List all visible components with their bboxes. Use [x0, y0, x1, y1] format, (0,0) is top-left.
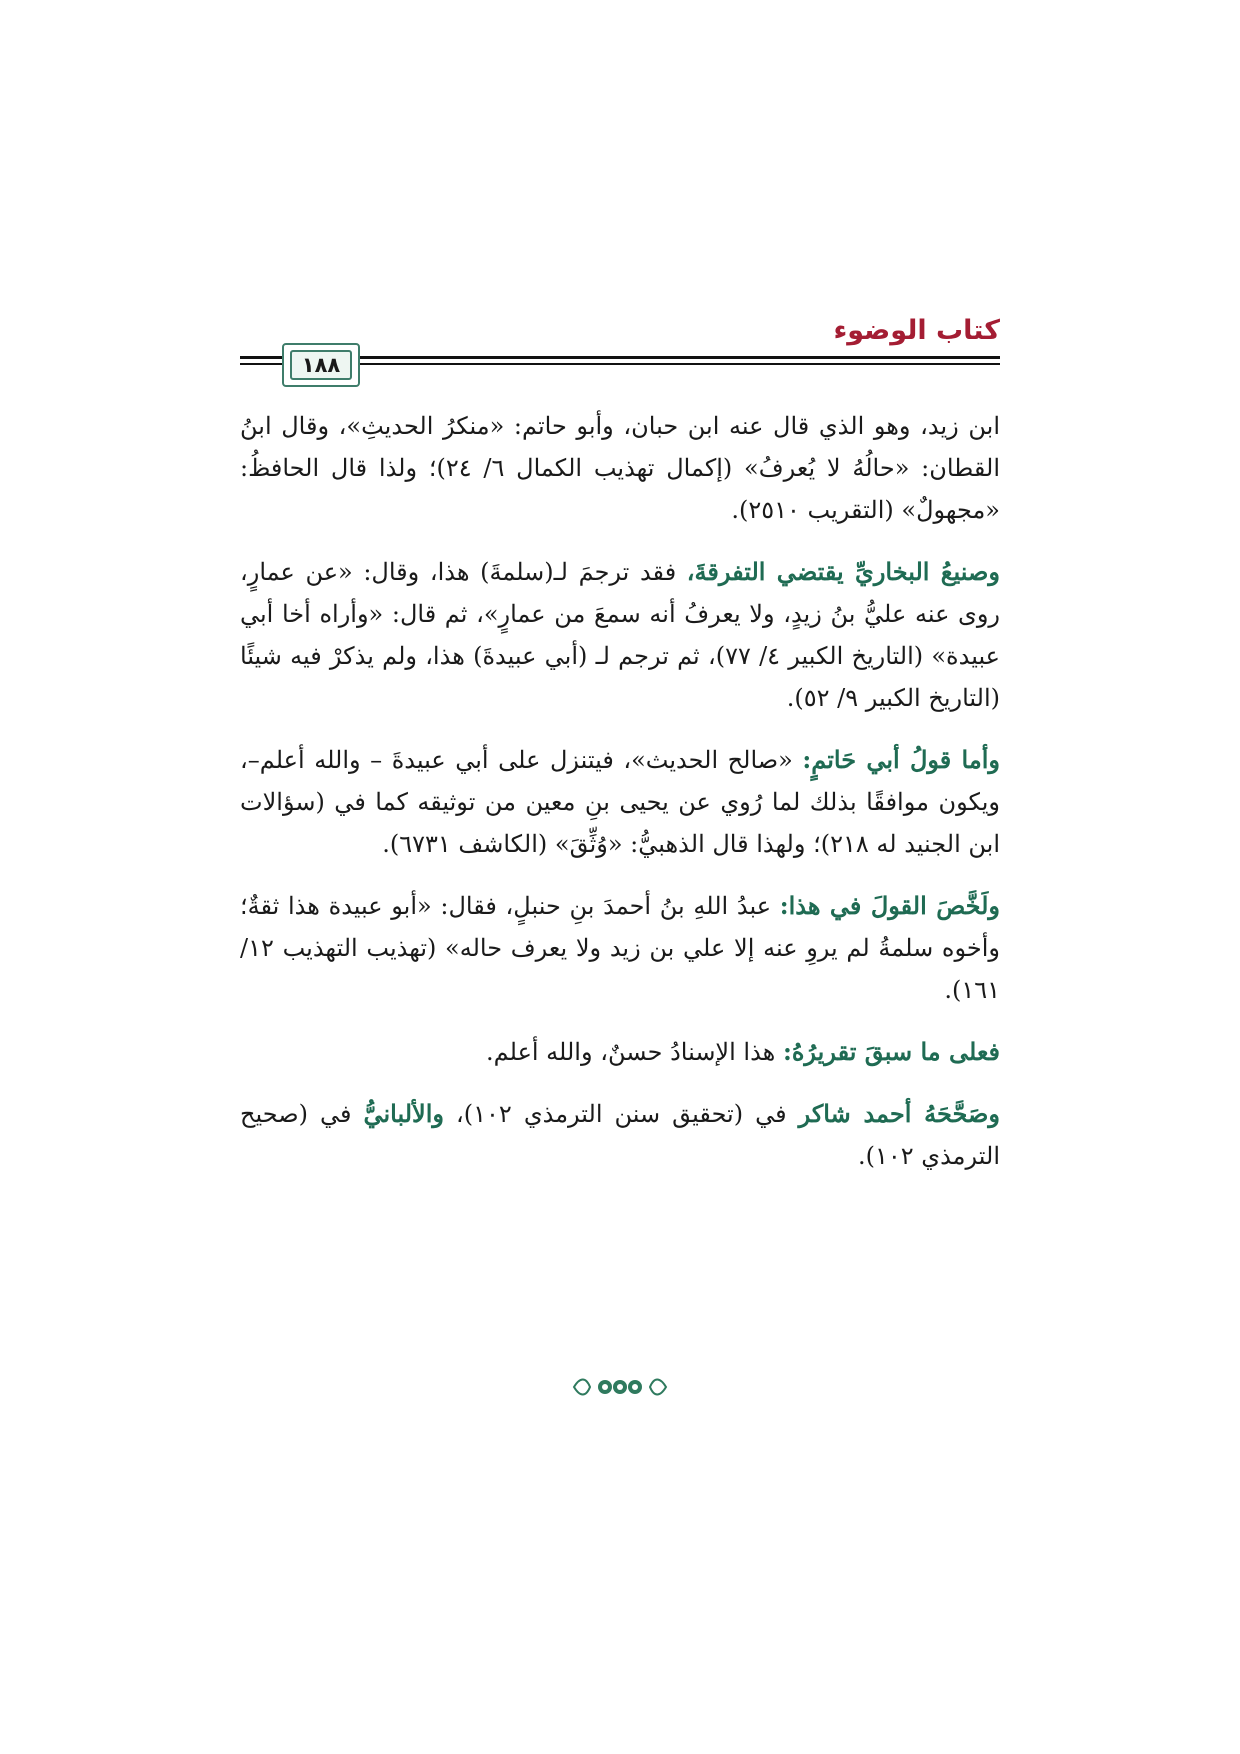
paragraph-lead: وأما قولُ أبي حَاتمٍ: — [802, 745, 1000, 774]
page-body — [240, 405, 1000, 1197]
paragraph-text: في (تحقيق سنن الترمذي ١٠٢)، — [443, 1100, 799, 1128]
paragraph-4 — [240, 885, 1000, 1011]
page-number-frame-icon — [282, 343, 360, 387]
paragraph-2 — [240, 551, 1000, 719]
paragraph-5 — [240, 1031, 1000, 1073]
floral-ornament-icon — [570, 1372, 670, 1402]
paragraph-lead: فعلى ما سبقَ تقريرُهُ: — [782, 1037, 1000, 1066]
paragraph-lead: ولَخَّصَ القولَ في هذا: — [779, 891, 1000, 920]
paragraph-text: «صالح الحديث»، فيتنزل على أبي عبيدةَ – والله أعلم–، ويكون موافقًا بذلك لما رُوي عن يحيى بنِ معين من توثيقه كما في (سؤالات ابن الجنيد له ٢١٨)؛ ولهذا قال الذهبيُّ: «وُثِّقَ» (الكاشف ٦٧٣١). — [240, 746, 1000, 858]
paragraph-text: ابن زيد، وهو الذي قال عنه ابن حبان، وأبو حاتم: «منكرُ الحديثِ»، وقال ابنُ القطان: «حالُهُ لا يُعرفُ» (إكمال تهذيب الكمال ٦/ ٢٤)؛ ولذا قال الحافظُ: «مجهولٌ» (التقريب ٢٥١٠). — [240, 412, 1000, 524]
page-number: ١٨٨ — [301, 353, 341, 377]
paragraph-1 — [240, 405, 1000, 531]
paragraph-lead: وصَحَّحَهُ أحمد شاكر — [798, 1099, 1000, 1128]
paragraph-text: فقد ترجمَ لـ(سلمةَ) هذا، وقال: «عن عمارٍ، روى عنه عليُّ بنُ زيدٍ، ولا يعرفُ أنه سمعَ من عمارٍ»، ثم قال: «وأراه أخا أبي عبيدة» (التاريخ الكبير ٤/ ٧٧)، ثم ترجم لـ (أبي عبيدةَ) هذا، ولم يذكرْ فيه شيئًا (التاريخ الكبير ٩/ ٥٢). — [240, 558, 1001, 712]
paragraph-lead: وصنيعُ البخاريِّ يقتضي التفرقةَ، — [686, 557, 1000, 586]
paragraph-3 — [240, 739, 1000, 865]
paragraph-text: هذا الإسنادُ حسنٌ، والله أعلم. — [486, 1038, 783, 1066]
page-header — [240, 315, 1000, 390]
paragraph-lead-secondary: والألبانيُّ — [363, 1099, 444, 1128]
paragraph-text-secondary: في (صحيح الترمذي ١٠٢). — [240, 1100, 1000, 1170]
paragraph-6 — [240, 1093, 1000, 1177]
book-title: كتاب الوضوء — [833, 315, 1000, 346]
paragraph-text: عبدُ اللهِ بنُ أحمدَ بنِ حنبلٍ، فقال: «أبو عبيدة هذا ثقةٌ؛ وأخوه سلمةُ لم يروِ عنه إلا علي بن زيد ولا يعرف حاله» (تهذيب التهذيب ١٢/ ١٦١). — [240, 892, 1000, 1004]
